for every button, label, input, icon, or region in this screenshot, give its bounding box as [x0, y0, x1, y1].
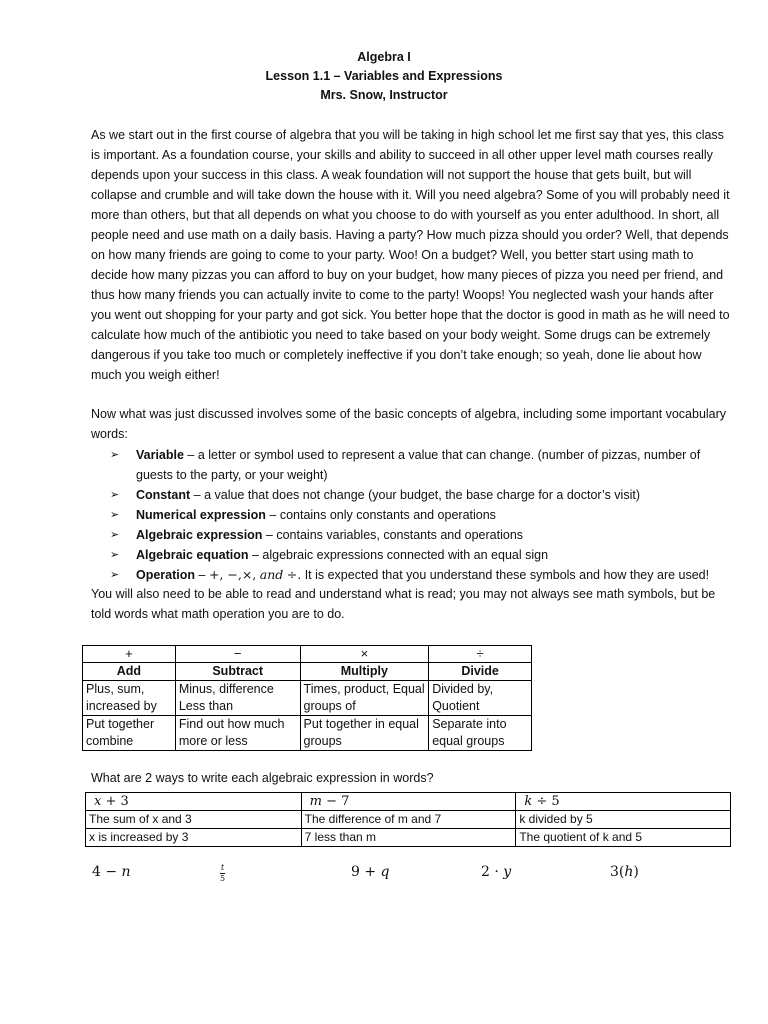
vocab-item: ➢ Algebraic equation – algebraic expressions connected with an equal sign — [91, 545, 731, 565]
table-row — [83, 716, 532, 751]
course-title: Algebra I — [357, 50, 411, 64]
table-row — [86, 829, 731, 847]
practice-expression-4: 2 · 𝑦 — [481, 864, 512, 880]
document-header — [0, 48, 768, 105]
operation-symbols: +, −,×, — [208, 567, 257, 582]
add-symbol: + — [83, 646, 176, 663]
arrow-bullet-icon: ➢ — [110, 529, 120, 541]
arrow-bullet-icon: ➢ — [110, 489, 120, 501]
practice-expression-5: 3(ℎ) — [610, 864, 639, 880]
examples-table — [85, 792, 731, 847]
table-cell: Add — [83, 663, 176, 681]
table-cell: The difference of m and 7 — [301, 811, 516, 829]
table-cell: Put together in equal groups — [300, 716, 429, 751]
table-cell: Put together combine — [83, 716, 176, 751]
multiply-symbol: × — [300, 646, 429, 663]
read-paragraph: You will also need to be able to read and understand what is read; you may not always see math symbols, but be told words what math operation you are to do. — [91, 587, 716, 621]
practice-expression-1: 4 − 𝑛 — [92, 864, 131, 880]
table-row — [86, 811, 731, 829]
table-cell: Divide — [429, 663, 532, 681]
table-row — [83, 681, 532, 716]
arrow-bullet-icon: ➢ — [110, 549, 120, 561]
intro-paragraph: As we start out in the first course of algebra that you will be taking in high school let me first say that yes, this class is important. As a foundation course, your skills and ability to succeed in all other upper level math courses really depends upon your success in this class. A weak foundation will not support the house that gets built, but will collapse and crumble and will take down the house with it. Will you need algebra? Some of you will probably need it more than others, but that all depends on what you choose to do with yourself as you enter adulthood. In short, all people need and use math on a daily basis. Having a party? How much pizza should you order? Well, that depends on how many friends are going to come to your party. Woo! On a budget? Well, you better start using math to decide how many pizzas you can afford to buy on your budget, how many pieces of pizza you need per friend, and thus how many friends you can actually invite to come to the party! Woops! You neglected wash your hands after you went out shopping for your party and got sick. You better hope that the doctor is good in math as he will need to calculate how much of the antibiotic you need to take based on your body weight. Some drugs can be extremely dangerous if you take too much or completely ineffective if you don’t take enough; so yeah, done lie about how much you weigh either! — [91, 128, 730, 382]
arrow-bullet-icon: ➢ — [110, 509, 120, 521]
vocab-item: ➢ Algebraic expression – contains variables, constants and operations — [91, 525, 731, 545]
practice-expression-fraction: 𝑡 5 — [220, 863, 226, 883]
table-cell: Times, product, Equal groups of — [300, 681, 429, 716]
table-cell: Minus, difference Less than — [175, 681, 300, 716]
table-cell: The quotient of k and 5 — [516, 829, 731, 847]
symbol-row — [83, 646, 532, 663]
table-cell: The sum of x and 3 — [86, 811, 302, 829]
table-cell: k divided by 5 — [516, 811, 731, 829]
name-row — [83, 663, 532, 681]
table-cell: Plus, sum, increased by — [83, 681, 176, 716]
arrow-bullet-icon: ➢ — [110, 569, 120, 581]
arrow-bullet-icon: ➢ — [110, 449, 120, 461]
table-cell: Find out how much more or less — [175, 716, 300, 751]
vocab-item: ➢ Numerical expression – contains only constants and operations — [91, 505, 731, 525]
vocab-intro: Now what was just discussed involves some of the basic concepts of algebra, including some important vocabulary words: — [91, 407, 727, 441]
expression-header: 𝑘 ÷ 5 — [516, 793, 731, 811]
table-cell: x is increased by 3 — [86, 829, 302, 847]
expression-row — [86, 793, 731, 811]
vocab-item-operation: ➢ Operation – +, −,×, and ÷. It is expected that you understand these symbols and how they are used! — [91, 565, 731, 585]
lesson-title: Lesson 1.1 – Variables and Expressions — [265, 69, 503, 83]
instructor-name: Mrs. Snow, Instructor — [320, 88, 448, 102]
table-cell: Divided by, Quotient — [429, 681, 532, 716]
practice-expression-3: 9 + 𝑞 — [351, 864, 390, 880]
table-cell: 7 less than m — [301, 829, 516, 847]
divide-symbol: ÷ — [429, 646, 532, 663]
vocab-list — [91, 445, 731, 585]
operations-table — [82, 645, 532, 751]
subtract-symbol: − — [175, 646, 300, 663]
table-cell: Multiply — [300, 663, 429, 681]
question-text: What are 2 ways to write each algebraic expression in words? — [91, 771, 434, 785]
expression-header: 𝑚 − 7 — [301, 793, 516, 811]
table-cell: Subtract — [175, 663, 300, 681]
vocab-item: ➢ Variable – a letter or symbol used to represent a value that can change. (number of pizzas, number of guests to the party, or your weight) — [91, 445, 731, 485]
vocab-item: ➢ Constant – a value that does not change (your budget, the base charge for a doctor’s visit) — [91, 485, 731, 505]
expression-header: 𝑥 + 3 — [86, 793, 302, 811]
table-cell: Separate into equal groups — [429, 716, 532, 751]
